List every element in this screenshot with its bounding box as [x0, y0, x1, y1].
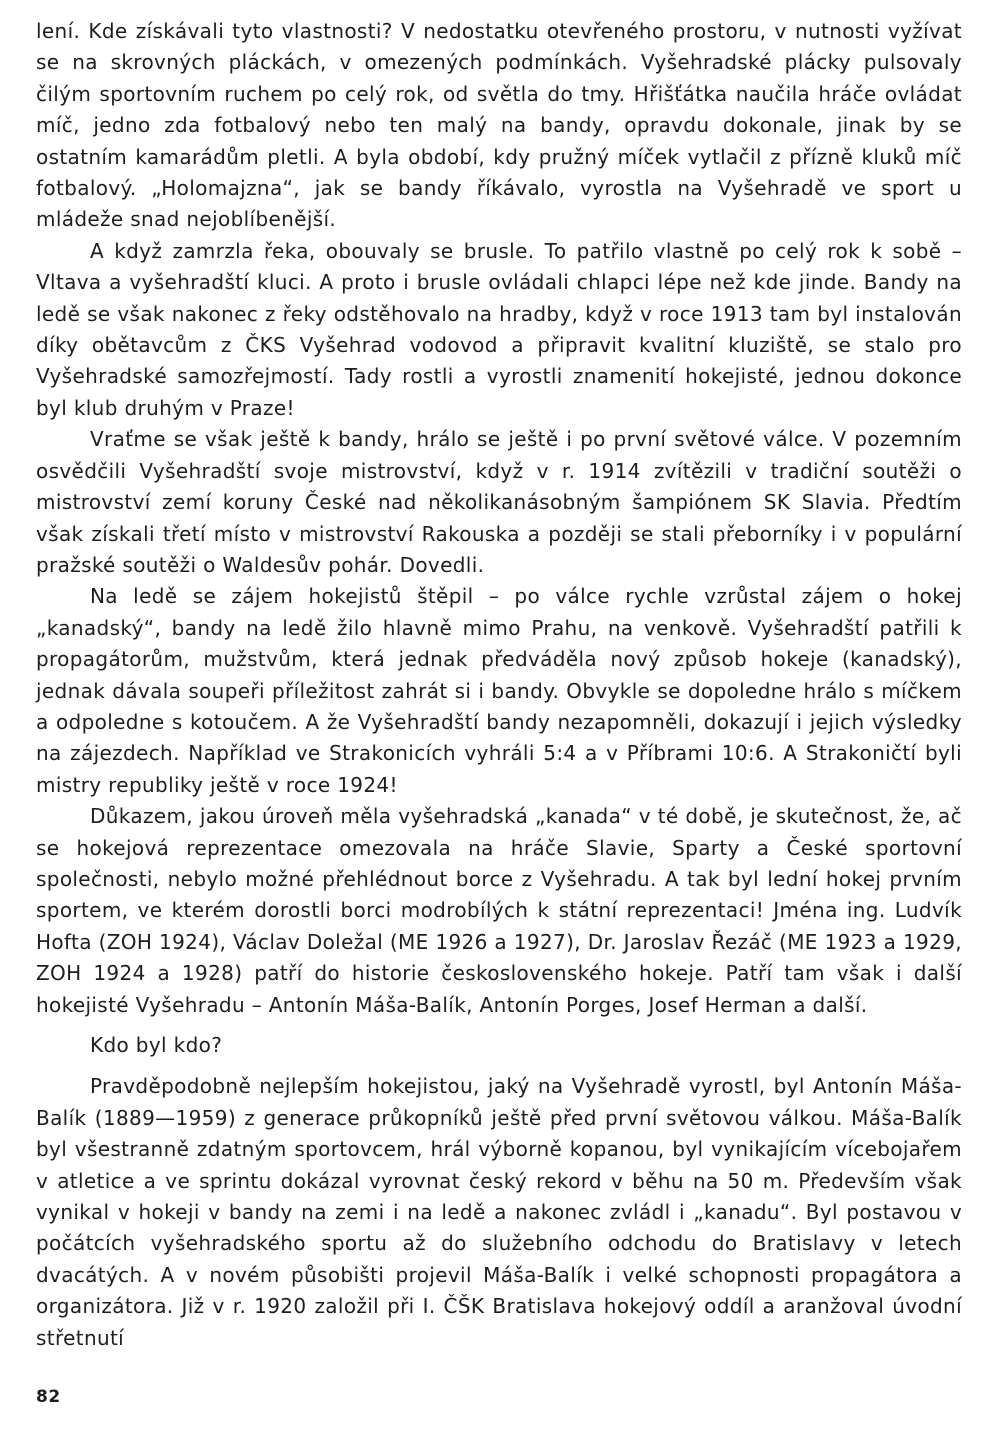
paragraph-5: Důkazem, jakou úroveň měla vyšehradská „kanada“ v té době, je skutečnost, že, ač se hokejová reprezentace omezovala na hráče Slavie, Sparty a České sportovní společnosti, nebylo možné přehlédnout borce z Vyšehradu. A tak byl lední hokej prvním sportem, ve kterém dorostli borci modrobílých k státní reprezentaci! Jména ing. Ludvík Hofta (ZOH 1924), Václav Doležal (ME 1926 a 1927), Dr. Jaroslav Řezáč (ME 1923 a 1929, ZOH 1924 a 1928) patří do historie československého hokeje. Patří tam však i další hokejisté Vyšehradu – Antonín Máša-Balík, Antonín Porges, Josef Herman a další.	[36, 804, 962, 1017]
paragraph-1: lení. Kde získávali tyto vlastnosti? V nedostatku otevřeného prostoru, v nutnosti vyžívat se na skrovných pláckách, v omezených podmínkách. Vyšehradské plácky pulsovaly čilým sportovním ruchem po celý rok, od světla do tmy. Hřišťátka naučila hráče ovládat míč, jedno zda fotbalový nebo ten malý na bandy, opravdu dokonale, jinak by se ostatním kamarádům pletli. A byla období, kdy pružný míček vytlačil z přízně kluků míč fotbalový. „Holomajzna“, jak se bandy říkávalo, vyrostla na Vyšehradě ve sport u mládeže snad nejoblíbenější.	[36, 19, 962, 232]
paragraph-4: Na ledě se zájem hokejistů štěpil – po válce rychle vzrůstal zájem o hokej „kanadský“, bandy na ledě žilo hlavně mimo Prahu, na venkově. Vyšehradští patřili k propagátorům, mužstvům, která jednak předváděla nový způsob hokeje (kanadský), jednak dávala soupeři příležitost zahrát si i bandy. Obvykle se dopoledne hrálo s míčkem a odpoledne s kotoučem. A že Vyšehradští bandy nezapomněli, dokazují i jejich výsledky na zájezdech. Například ve Strakonicích vyhráli 5:4 a v Příbrami 10:6. A Strakoničtí byli mistry republiky ještě v roce 1924!	[36, 584, 962, 797]
page-number: 82	[36, 1387, 61, 1407]
page-text-column	[36, 16, 962, 1354]
paragraph-6: Pravděpodobně nejlepším hokejistou, jaký na Vyšehradě vyrostl, byl Antonín Máša-Balík (1889—1959) z generace průkopníků ještě před první světovou válkou. Máša-Balík byl všestranně zdatným sportovcem, hrál výborně kopanou, byl vynikajícím vícebojařem v atletice a ve sprintu dokázal vyrovnat český rekord v běhu na 50 m. Především však vynikal v hokeji v bandy na zemi i na ledě a nakonec zvládl i „kanadu“. Byl postavou v počátcích vyšehradského sportu až do služebního odchodu do Bratislavy v letech dvacátých. A v novém působišti projevil Máša-Balík i velké schopnosti propagátora a organizátora. Již v r. 1920 založil při I. ČŠK Bratislava hokejový oddíl a aranžoval úvodní střetnutí	[36, 1074, 962, 1350]
paragraph-2: A když zamrzla řeka, obouvaly se brusle. To patřilo vlastně po celý rok k sobě – Vltava a vyšehradští kluci. A proto i brusle ovládali chlapci lépe než kde jinde. Bandy na ledě se však nakonec z řeky odstěhovalo na hradby, když v roce 1913 tam byl instalován díky obětavcům z ČKS Vyšehrad vodovod a připravit kvalitní kluziště, se stalo pro Vyšehradské samozřejmostí. Tady rostli a vyrostli znamenití hokejisté, jednou dokonce byl klub druhým v Praze!	[36, 238, 962, 420]
paragraph-3: Vraťme se však ještě k bandy, hrálo se ještě i po první světové válce. V pozemním osvědčili Vyšehradští svoje mistrovství, když v r. 1914 zvítězili v tradiční soutěži o mistrovství zemí koruny České nad několikanásobným šampiónem SK Slavia. Předtím však získali třetí místo v mistrovství Rakouska a později se stali přeborníky i v populární pražské soutěži o Waldesův pohár. Dovedli.	[36, 427, 962, 577]
section-heading: Kdo byl kdo?	[90, 1033, 223, 1057]
